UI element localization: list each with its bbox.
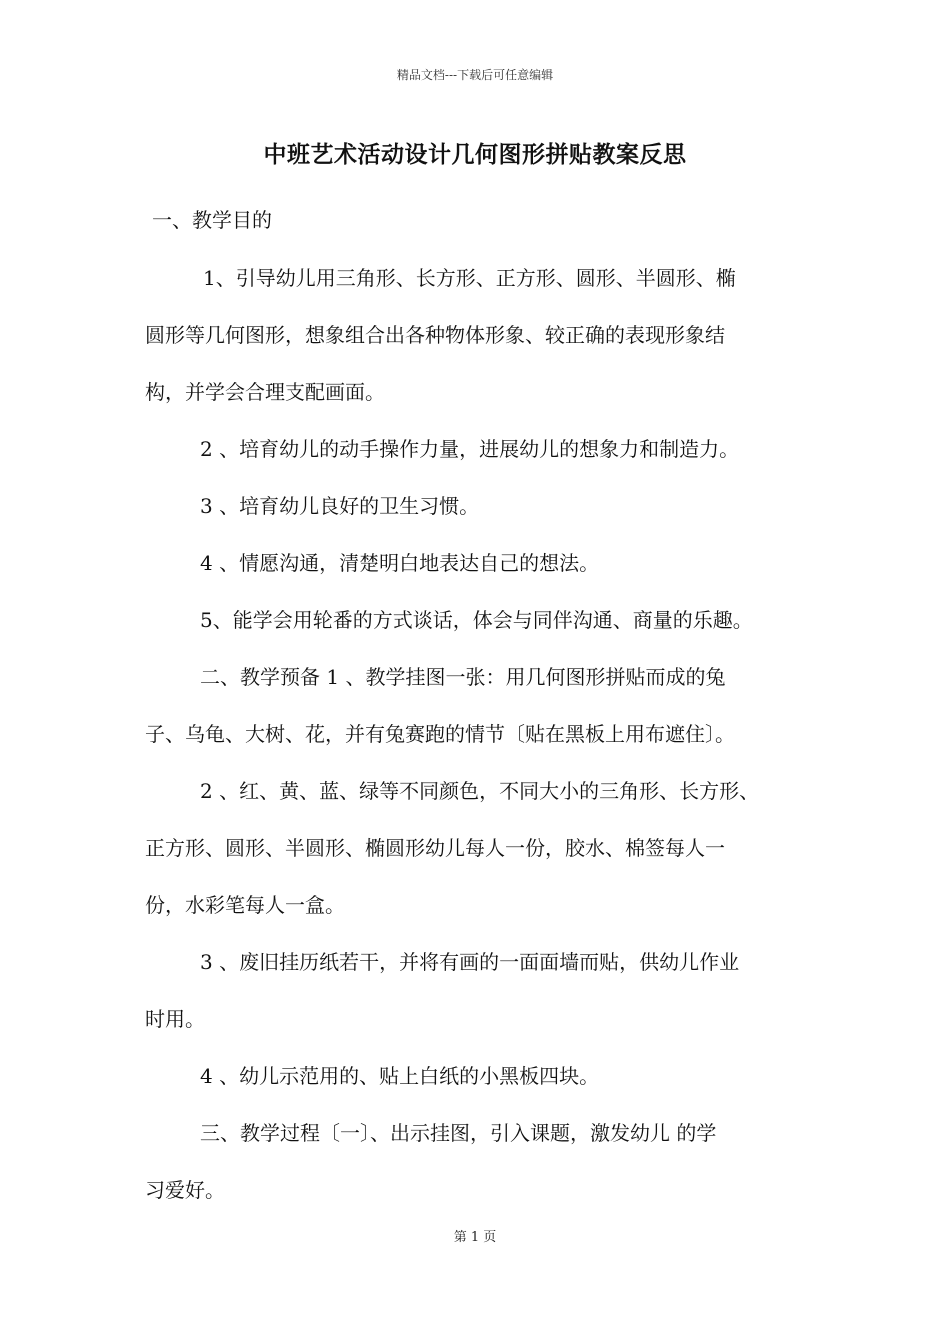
paragraph-line: 4 、幼儿示范用的、贴上白纸的小黑板四块。 xyxy=(200,1064,600,1088)
section-heading-preparation: 二、教学预备 1 、教学挂图一张：用几何图形拼贴而成的兔 xyxy=(200,665,726,689)
page-header: 精品文档---下载后可任意编辑 xyxy=(396,68,554,82)
paragraph-line: 正方形、圆形、半圆形、椭圆形幼儿每人一份，胶水、棉签每人一 xyxy=(145,836,725,860)
paragraph-line: 份，水彩笔每人一盒。 xyxy=(145,893,345,917)
paragraph-line: 3 、培育幼儿良好的卫生习惯。 xyxy=(200,494,480,518)
section-heading-process: 三、教学过程〔一〕、出示挂图，引入课题，激发幼儿 的学 xyxy=(200,1121,717,1145)
paragraph-line: 1、引导幼儿用三角形、长方形、正方形、圆形、半圆形、椭 xyxy=(203,266,736,290)
paragraph-line: 4 、情愿沟通，清楚明白地表达自己的想法。 xyxy=(200,551,600,575)
paragraph-line: 3 、废旧挂历纸若干，并将有画的一面面墙而贴，供幼儿作业 xyxy=(200,950,740,974)
paragraph-line: 习爱好。 xyxy=(145,1178,225,1202)
page-number: 第 1 页 xyxy=(453,1230,497,1245)
paragraph-line: 圆形等几何图形，想象组合出各种物体形象、较正确的表现形象结 xyxy=(145,323,725,347)
section-heading-objectives: 一、教学目的 xyxy=(152,208,272,232)
document-title: 中班艺术活动设计几何图形拼贴教案反思 xyxy=(263,141,687,168)
paragraph-line: 子、乌龟、大树、花，并有兔赛跑的情节〔贴在黑板上用布遮住〕。 xyxy=(145,722,735,746)
paragraph-line: 2 、红、黄、蓝、绿等不同颜色，不同大小的三角形、长方形、 xyxy=(200,779,760,803)
paragraph-line: 时用。 xyxy=(145,1007,205,1031)
paragraph-line: 2 、培育幼儿的动手操作力量，进展幼儿的想象力和制造力。 xyxy=(200,437,740,461)
paragraph-line: 构，并学会合理支配画面。 xyxy=(145,380,385,404)
paragraph-line: 5、能学会用轮番的方式谈话，体会与同伴沟通、商量的乐趣。 xyxy=(200,608,753,632)
